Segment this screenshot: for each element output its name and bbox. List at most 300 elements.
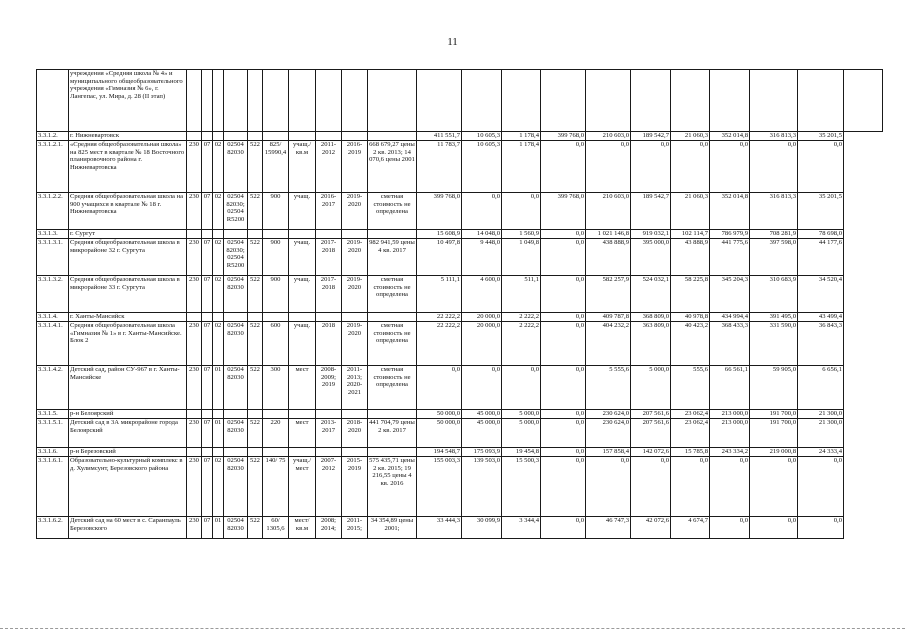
table-cell: учащ. [289, 239, 316, 276]
table-cell: 397 598,0 [750, 239, 798, 276]
table-cell: 07 [202, 276, 213, 313]
table-cell: 2017- 2018 [316, 239, 342, 276]
group-row [37, 313, 883, 322]
table-cell [368, 313, 417, 322]
table-cell [202, 410, 213, 419]
table-cell: 0,0 [541, 366, 586, 410]
table-cell: 0,0 [541, 313, 586, 322]
object-name-cell: Средняя общеобразовательная школа в микрорайоне 32 г. Сургута [69, 239, 187, 276]
table-cell: 399 768,0 [417, 193, 462, 230]
object-name-cell: Детский сад в 3А микрорайоне города Белоярский [69, 419, 187, 448]
table-cell: 02 [213, 276, 224, 313]
table-cell: 522 [248, 322, 263, 366]
table-cell: учащ. [289, 193, 316, 230]
table-cell: 01 [213, 517, 224, 539]
object-name-cell: р-н Белоярский [69, 410, 187, 419]
table-cell: 4 600,0 [462, 276, 502, 313]
table-cell [213, 410, 224, 419]
table-cell: 600 [263, 322, 289, 366]
table-cell: 0,0 [417, 366, 462, 410]
table-cell: 20 000,0 [462, 322, 502, 366]
table-cell: сметная стоимость не определена [368, 193, 417, 230]
table-cell: 438 888,9 [586, 239, 631, 276]
table-cell: 07 [202, 457, 213, 517]
table-cell [798, 70, 844, 132]
object-name-cell: г. Ханты-Мансийск [69, 313, 187, 322]
table-row [37, 141, 883, 193]
table-cell [316, 230, 342, 239]
table-cell [213, 230, 224, 239]
table-row [37, 193, 883, 230]
object-name-cell: Детский сад, район СУ-967 в г. Ханты-Мансийске [69, 366, 187, 410]
table-cell: 07 [202, 322, 213, 366]
table-cell: мест [289, 366, 316, 410]
table-cell: 45 000,0 [462, 410, 502, 419]
table-cell: 9 448,0 [462, 239, 502, 276]
row-code-cell: 3.3.1.2. [37, 132, 69, 141]
table-cell: 219 000,8 [750, 448, 798, 457]
table-cell: 1 178,4 [502, 141, 541, 193]
page-number: 11 [447, 36, 458, 48]
table-cell: 207 561,6 [631, 410, 671, 419]
table-row [37, 457, 883, 517]
table-cell [316, 410, 342, 419]
table-cell [289, 313, 316, 322]
table-cell: 524 032,1 [631, 276, 671, 313]
table-cell: 522 [248, 276, 263, 313]
table-cell: 07 [202, 419, 213, 448]
table-cell: 0,0 [541, 276, 586, 313]
table-cell: 34 354,89 цены 2001; [368, 517, 417, 539]
row-code-cell: 3.3.1.3. [37, 230, 69, 239]
table-cell [248, 70, 263, 132]
table-cell: 522 [248, 141, 263, 193]
table-cell [368, 132, 417, 141]
table-cell: 310 683,9 [750, 276, 798, 313]
table-cell [342, 448, 368, 457]
table-cell: 0,0 [710, 517, 750, 539]
table-cell: 01 [213, 419, 224, 448]
table-cell: 157 858,4 [586, 448, 631, 457]
table-cell: 441 775,6 [710, 239, 750, 276]
table-cell: 230 [187, 419, 202, 448]
table-cell: 19 454,8 [502, 448, 541, 457]
table-cell: 2019- 2020 [342, 239, 368, 276]
table-cell [224, 410, 248, 419]
table-cell: 0,0 [541, 239, 586, 276]
table-cell: 0,0 [710, 141, 750, 193]
table-cell: учащ./ кв.м [289, 141, 316, 193]
table-cell: 07 [202, 141, 213, 193]
table-cell: 230 624,0 [586, 419, 631, 448]
table-cell [224, 230, 248, 239]
table-cell: 35 201,5 [798, 193, 844, 230]
table-cell: 189 542,7 [631, 193, 671, 230]
object-name-cell: Средняя общеобразовательная школа в микрорайоне 33 г. Сургута [69, 276, 187, 313]
table-cell: 21 060,3 [671, 193, 710, 230]
table-cell: 0,0 [750, 457, 798, 517]
table-cell: 522 [248, 193, 263, 230]
object-name-cell: р-н Березовский [69, 448, 187, 457]
table-cell: 0,0 [541, 517, 586, 539]
table-cell: 0,0 [798, 457, 844, 517]
table-cell [248, 230, 263, 239]
table-cell: 2011- 2013; 2020- 2021 [342, 366, 368, 410]
table-cell: 02504 82030 [224, 322, 248, 366]
table-cell: 230 [187, 239, 202, 276]
table-cell: 555,6 [671, 366, 710, 410]
table-cell: 40 423,2 [671, 322, 710, 366]
table-cell: 230 [187, 517, 202, 539]
table-cell: 35 201,5 [798, 132, 844, 141]
table-cell: 2013- 2017 [316, 419, 342, 448]
table-cell [586, 70, 631, 132]
table-cell: 230 [187, 457, 202, 517]
table-cell: 139 503,0 [462, 457, 502, 517]
row-code-cell: 3.3.1.4.1. [37, 322, 69, 366]
table-cell: 58 225,8 [671, 276, 710, 313]
table-cell: 2019- 2020 [342, 322, 368, 366]
table-row [37, 239, 883, 276]
table-cell: 02 [213, 457, 224, 517]
table-cell: 21 060,3 [671, 132, 710, 141]
table-cell: 2011- 2015; [342, 517, 368, 539]
table-cell: 2007- 2012 [316, 457, 342, 517]
table-cell: 24 333,4 [798, 448, 844, 457]
table-cell [202, 70, 213, 132]
table-cell: 220 [263, 419, 289, 448]
table-cell [316, 132, 342, 141]
table-cell: 0,0 [502, 193, 541, 230]
table-cell: 522 [248, 419, 263, 448]
table-cell: 33 444,3 [417, 517, 462, 539]
table-cell: 02 [213, 141, 224, 193]
table-row [37, 70, 883, 132]
table-cell: 982 941,59 цены 4 кв. 2017 [368, 239, 417, 276]
table-cell: 0,0 [671, 141, 710, 193]
table-cell: 07 [202, 239, 213, 276]
table-cell: 14 048,0 [462, 230, 502, 239]
table-cell: 316 813,3 [750, 193, 798, 230]
object-name-cell: Средняя общеобразовательная школа «Гимназия № 1» в г. Ханты-Мансийске. Блок 2 [69, 322, 187, 366]
table-cell: 191 700,0 [750, 410, 798, 419]
table-cell: 0,0 [541, 410, 586, 419]
table-row [37, 517, 883, 539]
table-cell: 395 000,0 [631, 239, 671, 276]
table-cell: 0,0 [750, 517, 798, 539]
table-cell: 15 608,9 [417, 230, 462, 239]
table-cell: 900 [263, 193, 289, 230]
table-row [37, 419, 883, 448]
table-cell: 1 178,4 [502, 132, 541, 141]
table-cell: 02504 82030; 02504 R5200 [224, 193, 248, 230]
table-cell: 404 232,2 [586, 322, 631, 366]
table-cell [316, 313, 342, 322]
table-cell: 2015- 2019 [342, 457, 368, 517]
group-row [37, 448, 883, 457]
table-cell: 0,0 [798, 517, 844, 539]
table-cell: 0,0 [541, 230, 586, 239]
table-cell: 43 499,4 [798, 313, 844, 322]
table-cell: 5 111,1 [417, 276, 462, 313]
table-cell [224, 132, 248, 141]
table-cell: 20 000,0 [462, 313, 502, 322]
table-cell: 0,0 [541, 141, 586, 193]
table-cell: 511,1 [502, 276, 541, 313]
table-cell [248, 448, 263, 457]
table-cell: мест/ кв.м [289, 517, 316, 539]
table-cell: 2 222,2 [502, 322, 541, 366]
table-row [37, 276, 883, 313]
row-code-cell: 3.3.1.6.1. [37, 457, 69, 517]
table-cell [316, 70, 342, 132]
table-cell: 2016- 2019 [342, 141, 368, 193]
table-cell: 21 300,0 [798, 419, 844, 448]
table-cell: 213 000,0 [710, 410, 750, 419]
table-cell [289, 70, 316, 132]
table-cell: 441 704,79 цены 2 кв. 2017 [368, 419, 417, 448]
table-cell [224, 313, 248, 322]
table-cell: 142 072,6 [631, 448, 671, 457]
table-cell: 2008- 2009; 2019 [316, 366, 342, 410]
table-cell: 194 548,7 [417, 448, 462, 457]
table-cell [263, 448, 289, 457]
table-cell: 11 783,7 [417, 141, 462, 193]
table-cell: 1 560,9 [502, 230, 541, 239]
table-cell: 2018- 2020 [342, 419, 368, 448]
table-cell [213, 132, 224, 141]
table-cell: 5 000,0 [502, 419, 541, 448]
table-cell: 434 994,4 [710, 313, 750, 322]
table-cell [289, 230, 316, 239]
table-cell: 22 222,2 [417, 322, 462, 366]
table-cell: 345 204,3 [710, 276, 750, 313]
row-code-cell: 3.3.1.3.2. [37, 276, 69, 313]
table-body [37, 70, 883, 539]
table-cell: 411 551,7 [417, 132, 462, 141]
table-cell: 02504 82030 [224, 276, 248, 313]
table-cell: 210 603,0 [586, 132, 631, 141]
table-cell: 213 000,0 [710, 419, 750, 448]
bottom-rule [0, 628, 905, 629]
table-cell [202, 132, 213, 141]
table-cell: 2 222,2 [502, 313, 541, 322]
table-cell: 0,0 [750, 141, 798, 193]
table-cell: 02504 82030 [224, 419, 248, 448]
table-cell: 07 [202, 366, 213, 410]
table-cell: 10 497,8 [417, 239, 462, 276]
row-code-cell: 3.3.1.5.1. [37, 419, 69, 448]
table-row [37, 322, 883, 366]
table-cell: 30 099,9 [462, 517, 502, 539]
table-cell: 15 785,8 [671, 448, 710, 457]
table-cell [213, 313, 224, 322]
table-cell: 668 679,27 цены 2 кв. 2013; 14 070,6 цены 2001 [368, 141, 417, 193]
table-cell: 4 674,7 [671, 517, 710, 539]
table-cell: 60/ 1305,6 [263, 517, 289, 539]
object-name-cell: «Средняя общеобразовательная школа» на 825 мест в квартале № 18 Восточного планировочного района г. Нижневартовска [69, 141, 187, 193]
table-cell: 02504 82030 [224, 517, 248, 539]
table-cell: 0,0 [710, 457, 750, 517]
table-cell: 07 [202, 517, 213, 539]
object-name-cell: Детский сад на 60 мест в с. Саранпауль Березовского [69, 517, 187, 539]
table-cell: 50 000,0 [417, 419, 462, 448]
table-cell [541, 70, 586, 132]
table-cell: 210 603,0 [586, 193, 631, 230]
table-cell: 230 [187, 276, 202, 313]
row-code-cell: 3.3.1.3.1. [37, 239, 69, 276]
table-cell [263, 230, 289, 239]
table-cell [224, 70, 248, 132]
table-cell: 23 062,4 [671, 419, 710, 448]
table-cell [187, 313, 202, 322]
table-cell [187, 410, 202, 419]
table-cell [368, 230, 417, 239]
table-cell: 207 561,6 [631, 419, 671, 448]
table-cell [263, 410, 289, 419]
table-cell: 0,0 [541, 457, 586, 517]
table-cell: 243 334,2 [710, 448, 750, 457]
table-cell [750, 70, 798, 132]
object-name-cell: учреждения «Средняя школа № 4» и муниципального общеобразовательного учреждения «Гимназия № 6», г. Лангепас, ул. Мира, д. 28 (II этап) [69, 70, 187, 132]
table-cell: 300 [263, 366, 289, 410]
table-cell: 368 809,0 [631, 313, 671, 322]
table-cell: 582 257,9 [586, 276, 631, 313]
table-cell: 331 590,0 [750, 322, 798, 366]
table-cell [342, 410, 368, 419]
table-cell: 2018 [316, 322, 342, 366]
table-cell: 3 344,4 [502, 517, 541, 539]
table-cell: 44 177,6 [798, 239, 844, 276]
object-name-cell: г. Сургут [69, 230, 187, 239]
table-cell: 0,0 [462, 193, 502, 230]
row-code-cell: 3.3.1.2.2. [37, 193, 69, 230]
table-cell: 522 [248, 457, 263, 517]
table-cell: 919 032,1 [631, 230, 671, 239]
table-cell: 363 809,0 [631, 322, 671, 366]
table-cell [213, 448, 224, 457]
table-cell: 42 072,6 [631, 517, 671, 539]
table-cell: 399 768,0 [541, 193, 586, 230]
row-code-cell [37, 70, 69, 132]
table-cell: 140/ 75 [263, 457, 289, 517]
table-cell [224, 448, 248, 457]
table-cell: 02 [213, 239, 224, 276]
table-cell: 10 605,3 [462, 132, 502, 141]
table-cell: 189 542,7 [631, 132, 671, 141]
object-name-cell: г. Нижневартовск [69, 132, 187, 141]
row-code-cell: 3.3.1.4.2. [37, 366, 69, 410]
table-cell: 07 [202, 193, 213, 230]
table-cell [263, 313, 289, 322]
table-cell: 0,0 [541, 322, 586, 366]
table-cell [844, 70, 883, 132]
object-name-cell: Образовательно-культурный комплекс в д. Хулимсунт, Березовского района [69, 457, 187, 517]
row-code-cell: 3.3.1.4. [37, 313, 69, 322]
table-cell: 825/ 15990,4 [263, 141, 289, 193]
table-cell: 230 [187, 141, 202, 193]
table-cell: 0,0 [586, 457, 631, 517]
table-cell: 45 000,0 [462, 419, 502, 448]
table-cell [289, 410, 316, 419]
table-cell: 522 [248, 239, 263, 276]
table-cell: 352 014,8 [710, 132, 750, 141]
table-cell: 02504 82030; 02504 R5200 [224, 239, 248, 276]
table-cell: 6 656,1 [798, 366, 844, 410]
table-cell: 708 281,9 [750, 230, 798, 239]
table-cell: 230 [187, 193, 202, 230]
table-cell [671, 70, 710, 132]
table-cell: 78 698,0 [798, 230, 844, 239]
row-code-cell: 3.3.1.2.1. [37, 141, 69, 193]
table-cell: сметная стоимость не определена [368, 366, 417, 410]
table-cell: 2016- 2017 [316, 193, 342, 230]
table-cell [213, 70, 224, 132]
row-code-cell: 3.3.1.6.2. [37, 517, 69, 539]
table-cell: 102 114,7 [671, 230, 710, 239]
table-cell [187, 230, 202, 239]
table-cell [187, 448, 202, 457]
table-cell [187, 70, 202, 132]
table-cell: 0,0 [671, 457, 710, 517]
table-cell: 02 [213, 322, 224, 366]
group-row [37, 230, 883, 239]
table-cell [342, 132, 368, 141]
table-cell: 43 888,9 [671, 239, 710, 276]
table-cell: 5 555,6 [586, 366, 631, 410]
table-cell [502, 70, 541, 132]
table-row [37, 366, 883, 410]
table-cell: сметная стоимость не определена [368, 276, 417, 313]
row-code-cell: 3.3.1.5. [37, 410, 69, 419]
table-cell: 5 000,0 [502, 410, 541, 419]
table-cell: 0,0 [541, 448, 586, 457]
table-cell: 5 000,0 [631, 366, 671, 410]
table-cell: 50 000,0 [417, 410, 462, 419]
table-cell: 900 [263, 276, 289, 313]
table-cell: 175 093,9 [462, 448, 502, 457]
table-cell: 191 700,0 [750, 419, 798, 448]
group-row [37, 410, 883, 419]
table-cell: 02504 82030 [224, 457, 248, 517]
table-cell: 0,0 [502, 366, 541, 410]
table-cell: 0,0 [631, 457, 671, 517]
table-cell: 575 435,71 цены 2 кв. 2015; 19 216,55 цены 4 кв. 2016 [368, 457, 417, 517]
table-cell: 2019- 2020 [342, 193, 368, 230]
row-code-cell: 3.3.1.6. [37, 448, 69, 457]
table-cell [368, 70, 417, 132]
table-cell: 46 747,3 [586, 517, 631, 539]
table-cell: 02504 82030 [224, 141, 248, 193]
table-cell: 316 813,3 [750, 132, 798, 141]
table-cell: 230 [187, 366, 202, 410]
table-cell: 900 [263, 239, 289, 276]
table-cell [289, 132, 316, 141]
table-cell [263, 132, 289, 141]
table-cell [202, 230, 213, 239]
table-cell [631, 70, 671, 132]
table-cell [289, 448, 316, 457]
table-cell: 02504 82030 [224, 366, 248, 410]
table-cell: 786 979,9 [710, 230, 750, 239]
table-cell: 0,0 [631, 141, 671, 193]
table-cell: 59 905,0 [750, 366, 798, 410]
budget-table [36, 69, 883, 539]
table-cell: 15 500,3 [502, 457, 541, 517]
table-cell: 2011- 2012 [316, 141, 342, 193]
table-cell: 409 787,8 [586, 313, 631, 322]
table-cell [263, 70, 289, 132]
